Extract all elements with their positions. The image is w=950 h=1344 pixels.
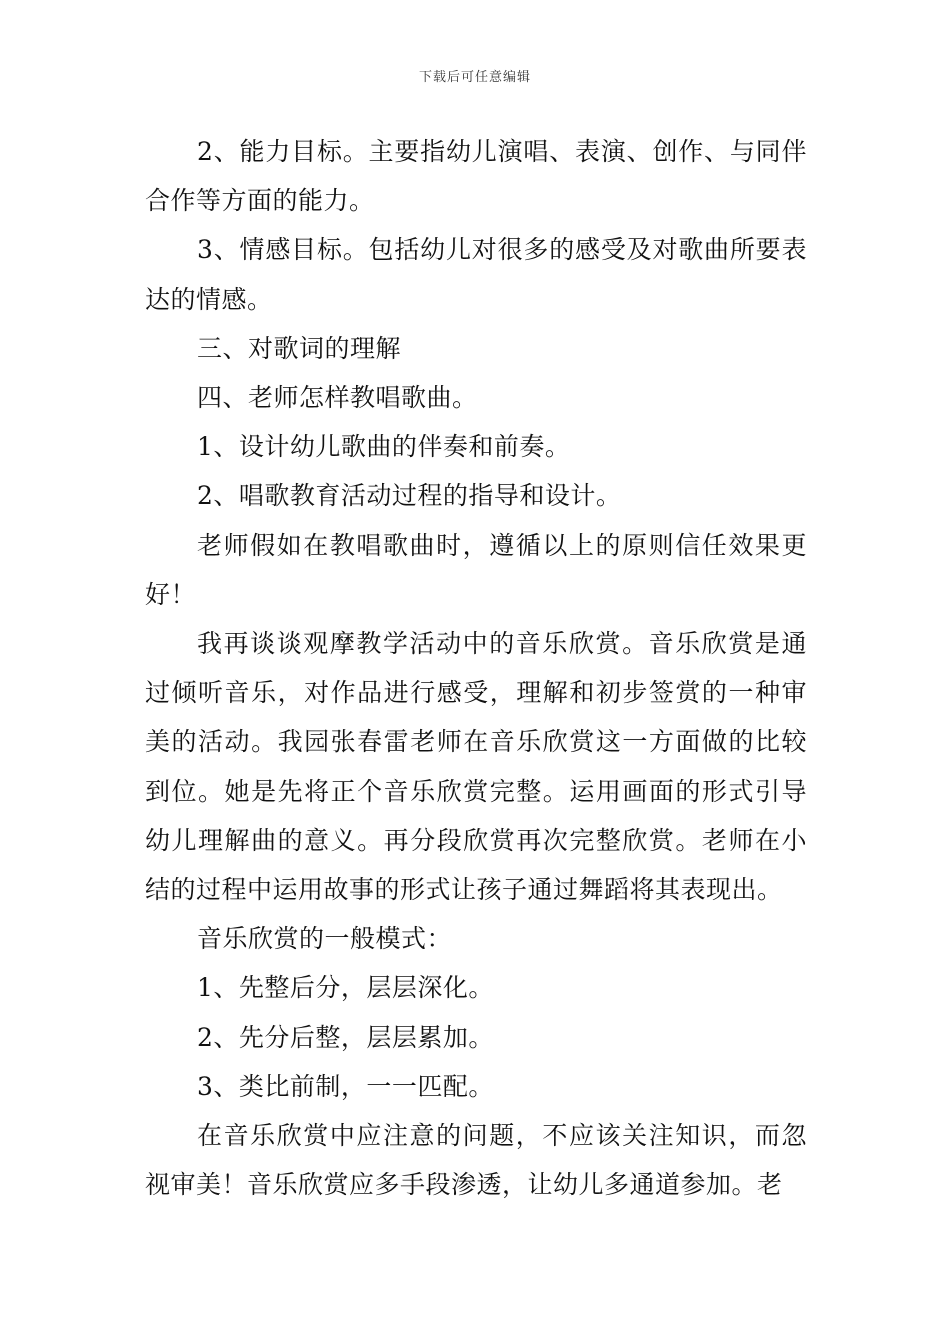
paragraph-ability-goal: 2、能力目标。主要指幼儿演唱、表演、创作、与同伴合作等方面的能力。 xyxy=(145,137,807,216)
list-item-accompaniment: 1、设计幼儿歌曲的伴奏和前奏。 xyxy=(197,432,571,462)
document-body xyxy=(145,127,807,1209)
paragraph-music-appreciation: 我再谈谈观摩教学活动中的音乐欣赏。音乐欣赏是通过倾听音乐，对作品进行感受，理解和初步签赏的一种审美的活动。我园张春雷老师在音乐欣赏这一方面做的比较到位。她是先将正个音乐欣赏完整。运用画面的形式引导幼儿理解曲的意义。再分段欣赏再次完整欣赏。老师在小结的过程中运用故事的形式让孩子通过舞蹈将其表现出。 xyxy=(145,629,807,905)
section-heading-teaching: 四、老师怎样教唱歌曲。 xyxy=(197,383,478,413)
list-item-mode-2: 2、先分后整，层层累加。 xyxy=(197,1022,494,1052)
paragraph-emotion-goal: 3、情感目标。包括幼儿对很多的感受及对歌曲所要表达的情感。 xyxy=(145,235,807,314)
section-heading-lyrics: 三、对歌词的理解 xyxy=(197,333,402,363)
paragraph-attention-issues: 在音乐欣赏中应注意的问题，不应该关注知识，而忽视审美！音乐欣赏应多手段渗透，让幼儿多通道参加。老 xyxy=(145,1121,807,1200)
paragraph-conclusion: 老师假如在教唱歌曲时，遵循以上的原则信任效果更好！ xyxy=(145,530,807,609)
list-item-guidance: 2、唱歌教育活动过程的指导和设计。 xyxy=(197,481,622,511)
list-item-mode-1: 1、先整后分，层层深化。 xyxy=(197,973,494,1003)
paragraph-modes-heading: 音乐欣赏的一般模式： xyxy=(197,924,453,954)
list-item-mode-3: 3、类比前制，一一匹配。 xyxy=(197,1071,494,1101)
download-note: 下载后可任意编辑 xyxy=(418,70,531,85)
